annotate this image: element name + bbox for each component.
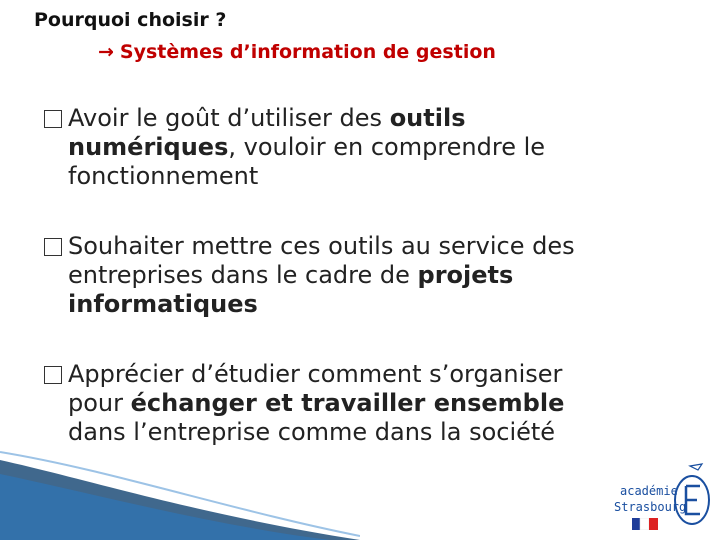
bullet-item [44, 232, 654, 319]
slide-subtitle [98, 40, 496, 64]
bullet-text [44, 232, 654, 319]
bullet-line [68, 389, 654, 418]
bullet-line [68, 261, 654, 290]
bullet-line: Souhaiter mettre ces outils au service des [68, 232, 575, 260]
checkbox-bullet-icon [44, 238, 62, 256]
bullet-line: Apprécier d’étudier comment s’organiser [68, 360, 563, 388]
logo-line-1: académie [620, 484, 678, 498]
bullet-item [44, 104, 654, 191]
bullet-text-segment: Avoir le goût d’utiliser des [68, 104, 390, 132]
logo-line-2: Strasbourg [614, 500, 687, 514]
bullet-line: dans l’entreprise comme dans la société [68, 418, 556, 446]
logo-e-emblem-icon [672, 462, 714, 528]
decorative-swoosh [0, 440, 360, 540]
bullet-line: informatiques [68, 290, 258, 318]
checkbox-bullet-icon [44, 110, 62, 128]
bullet-text [44, 104, 654, 191]
arrow-right-icon: → [98, 41, 114, 63]
bullet-emphasis: projets [417, 261, 514, 289]
bullet-text-segment: pour [68, 389, 131, 417]
bullet-emphasis: outils [389, 104, 466, 132]
bullet-emphasis: échanger et travailler ensemble [130, 389, 565, 417]
checkbox-bullet-icon [44, 366, 62, 384]
bullet-line [68, 133, 654, 162]
bullet-text-segment: entreprises dans le cadre de [68, 261, 418, 289]
french-flag-icon [632, 518, 658, 530]
bullet-emphasis: numériques [68, 133, 229, 161]
slide-title: Pourquoi choisir ? [34, 9, 227, 31]
bullet-line [68, 104, 654, 133]
academie-strasbourg-logo [612, 462, 716, 538]
bullet-text [44, 360, 654, 447]
bullet-line: fonctionnement [68, 162, 259, 190]
bullet-item [44, 360, 654, 447]
subtitle-text: Systèmes d’information de gestion [119, 41, 496, 63]
bullet-text-segment: , vouloir en comprendre le [228, 133, 546, 161]
